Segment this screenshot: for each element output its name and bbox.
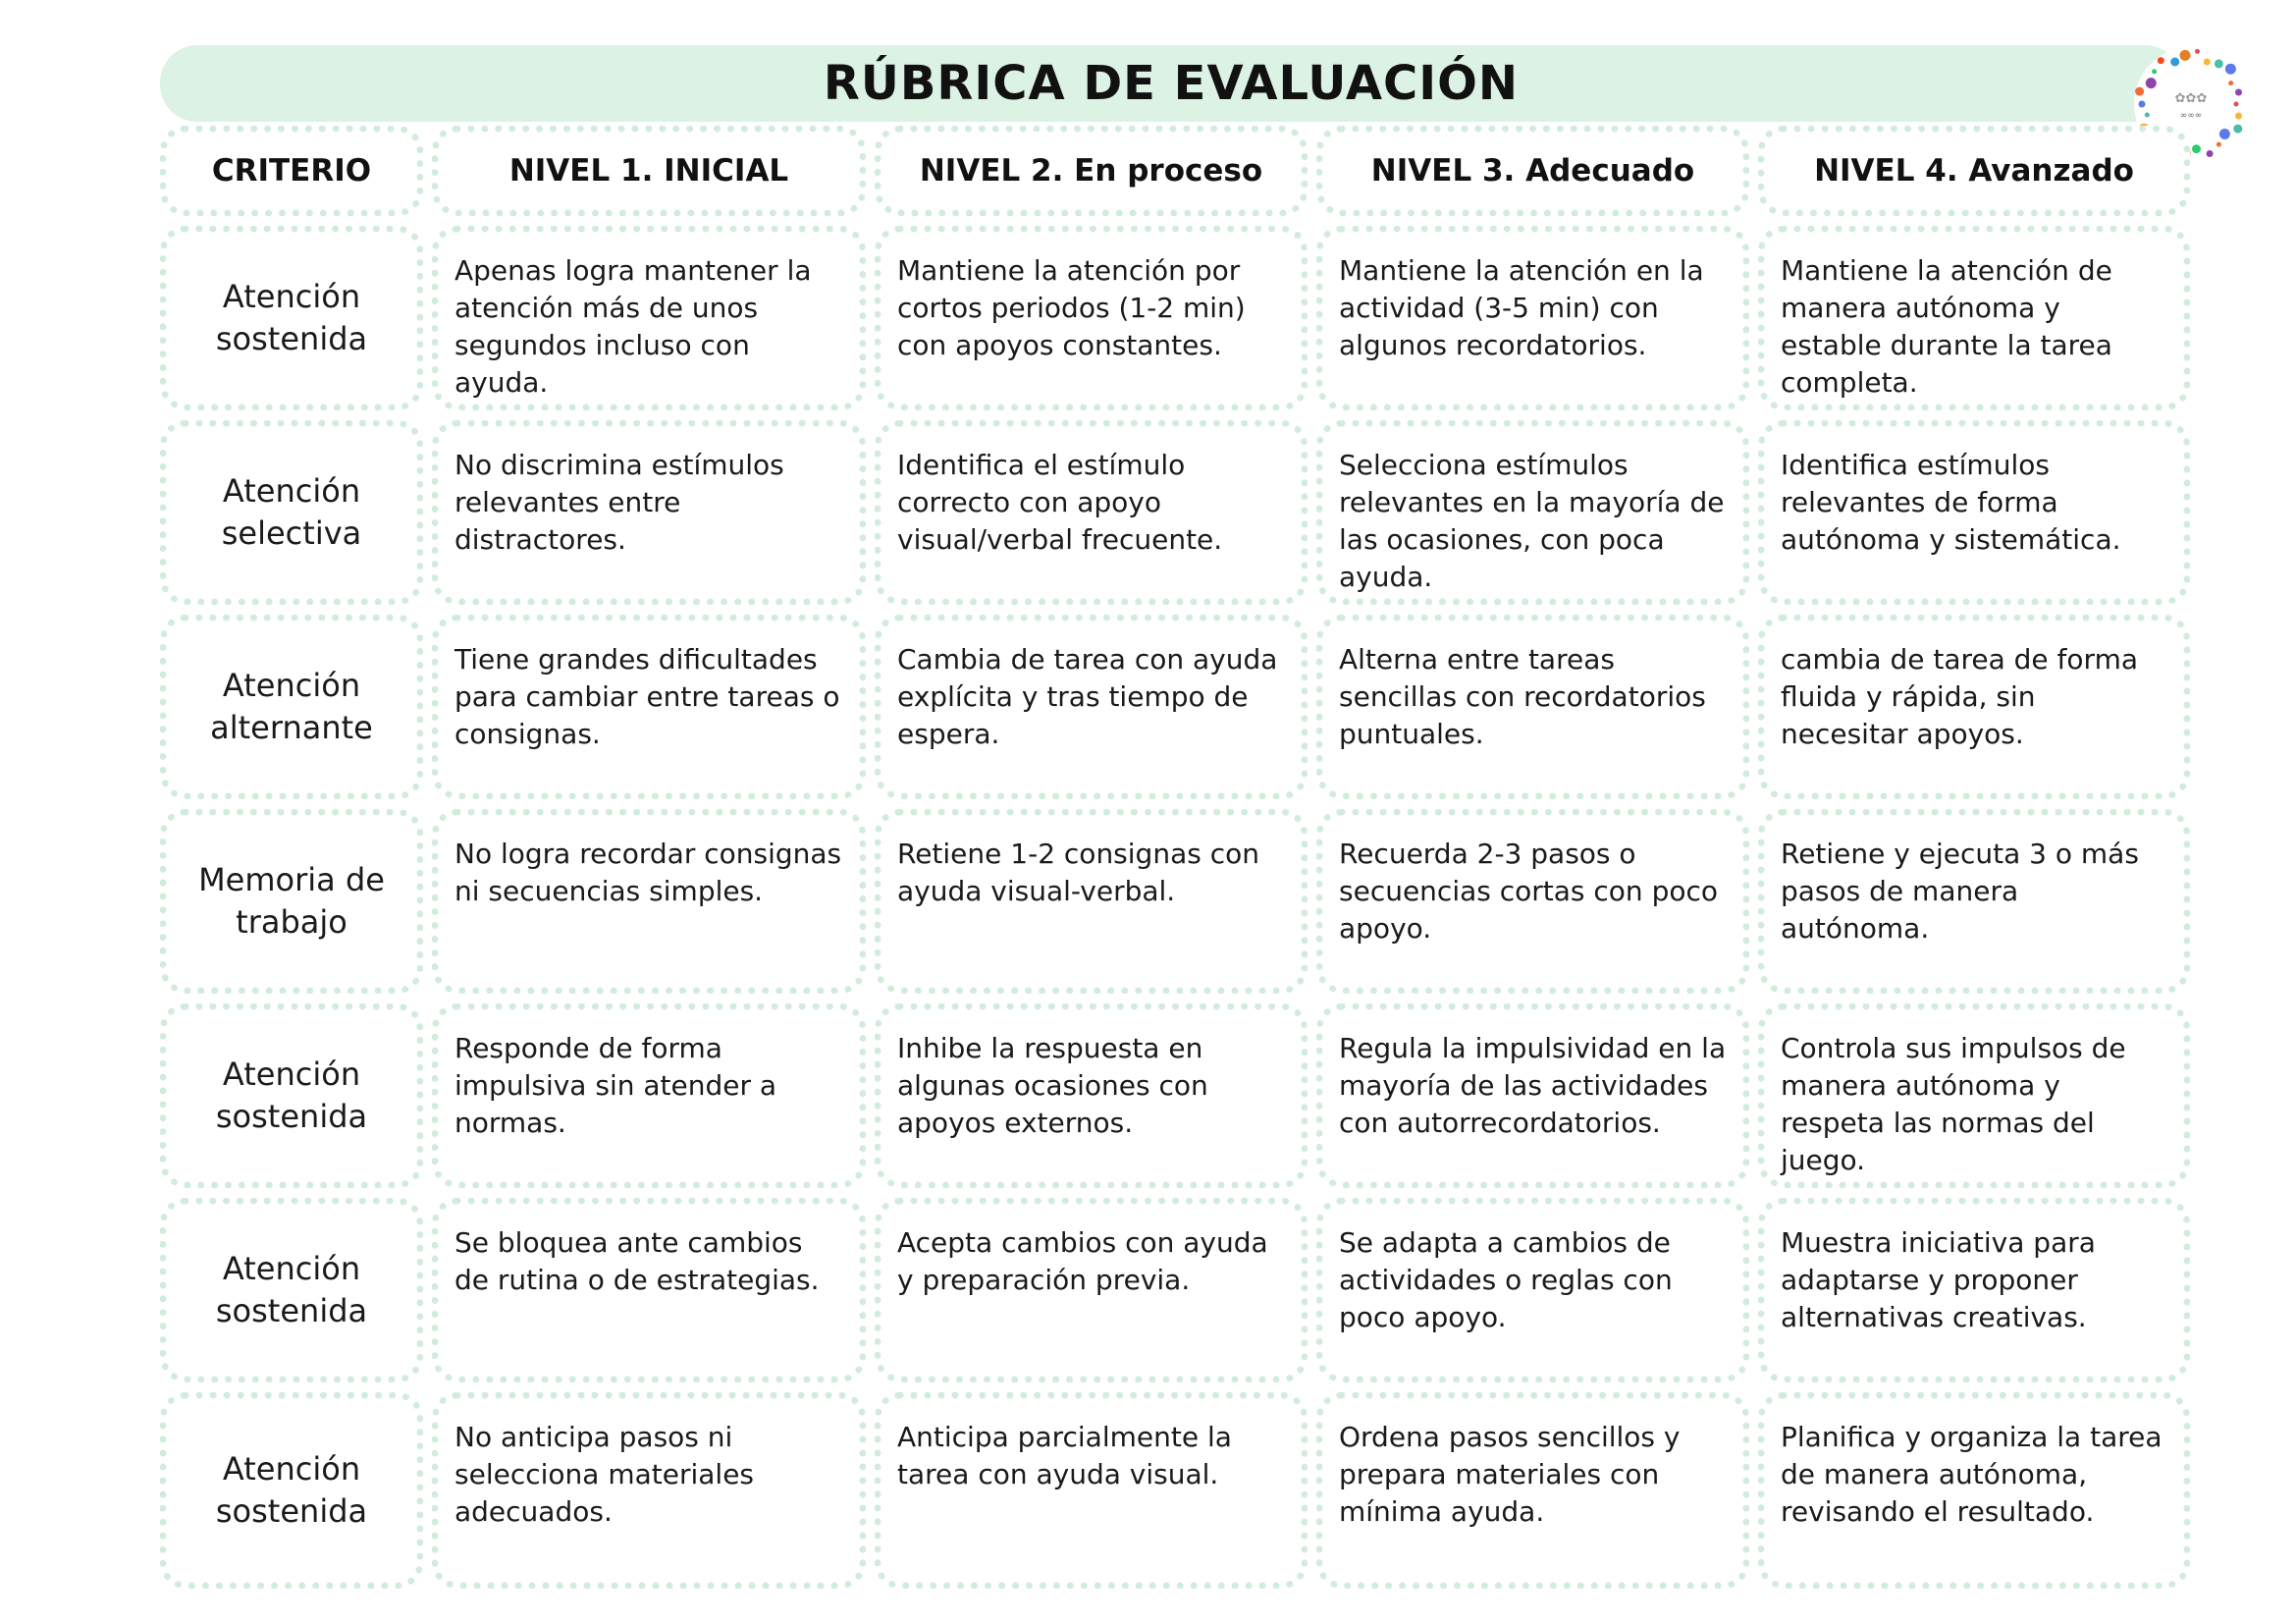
level-3-cell: Se adapta a cambios de actividades o reglas con poco apoyo. xyxy=(1316,1198,1749,1382)
criterio-cell: Atención selectiva xyxy=(160,420,423,605)
logo-dot xyxy=(2235,89,2242,96)
title-bar xyxy=(160,45,2182,122)
logo-dot xyxy=(2215,59,2223,68)
header-nivel-4: NIVEL 4. Avanzado xyxy=(1758,126,2190,216)
logo-dot xyxy=(2135,87,2144,96)
criterio-cell: Memoria de trabajo xyxy=(160,809,423,994)
level-1-cell: No anticipa pasos ni selecciona materiales adecuados. xyxy=(432,1392,866,1589)
level-1-cell: No logra recordar consignas ni secuencias simples. xyxy=(432,809,866,994)
logo-dot xyxy=(2216,142,2221,147)
level-2-cell: Acepta cambios con ayuda y preparación previa. xyxy=(875,1198,1308,1382)
logo-dot xyxy=(2228,81,2233,85)
level-4-cell: Retiene y ejecuta 3 o más pasos de manera autónoma. xyxy=(1758,809,2190,994)
level-4-cell: Muestra iniciativa para adaptarse y proponer alternativas creativas. xyxy=(1758,1198,2190,1382)
header-criterio: CRITERIO xyxy=(160,126,423,216)
page-title: RÚBRICA DE EVALUACIÓN xyxy=(823,56,1520,111)
level-3-cell: Mantiene la atención en la actividad (3-5 min) con algunos recordatorios. xyxy=(1316,226,1749,410)
level-4-cell: Mantiene la atención de manera autónoma y estable durante la tarea completa. xyxy=(1758,226,2190,410)
logo-dot xyxy=(2204,59,2211,66)
level-2-cell: Retiene 1-2 consignas con ayuda visual-verbal. xyxy=(875,809,1308,994)
logo-dot xyxy=(2207,150,2214,157)
logo-dot xyxy=(2146,78,2157,88)
logo-dot xyxy=(2219,129,2230,139)
level-2-cell: Anticipa parcialmente la tarea con ayuda visual. xyxy=(875,1392,1308,1589)
header-nivel-3: NIVEL 3. Adecuado xyxy=(1316,126,1749,216)
level-1-cell: No discrimina estímulos relevantes entre distractores. xyxy=(432,420,866,605)
criterio-cell: Atención sostenida xyxy=(160,1198,423,1382)
level-3-cell: Alterna entre tareas sencillas con recordatorios puntuales. xyxy=(1316,615,1749,799)
logo-dot xyxy=(2139,101,2146,108)
logo-dot xyxy=(2234,102,2239,107)
level-4-cell: cambia de tarea de forma fluida y rápida, sin necesitar apoyos. xyxy=(1758,615,2190,799)
level-4-cell: Controla sus impulsos de manera autónoma y respeta las normas del juego. xyxy=(1758,1003,2190,1188)
level-1-cell: Tiene grandes dificultades para cambiar entre tareas o consignas. xyxy=(432,615,866,799)
criterio-cell: Atención sostenida xyxy=(160,1003,423,1188)
level-2-cell: Inhibe la respuesta en algunas ocasiones con apoyos externos. xyxy=(875,1003,1308,1188)
logo-dot xyxy=(2180,50,2191,61)
level-3-cell: Ordena pasos sencillos y prepara materiales con mínima ayuda. xyxy=(1316,1392,1749,1589)
header-nivel-1: NIVEL 1. INICIAL xyxy=(432,126,866,216)
logo-dot xyxy=(2225,64,2236,75)
logo-dot xyxy=(2158,57,2164,64)
level-2-cell: Cambia de tarea con ayuda explícita y tras tiempo de espera. xyxy=(875,615,1308,799)
level-2-cell: Mantiene la atención por cortos periodos (1-2 min) con apoyos constantes. xyxy=(875,226,1308,410)
level-3-cell: Recuerda 2-3 pasos o secuencias cortas con poco apoyo. xyxy=(1316,809,1749,994)
criterio-cell: Atención sostenida xyxy=(160,1392,423,1589)
level-1-cell: Apenas logra mantener la atención más de unos segundos incluso con ayuda. xyxy=(432,226,866,410)
level-1-cell: Responde de forma impulsiva sin atender a normas. xyxy=(432,1003,866,1188)
logo-dot xyxy=(2235,113,2242,120)
rubric-table xyxy=(160,126,2190,1589)
level-4-cell: Planifica y organiza la tarea de manera autónoma, revisando el resultado. xyxy=(1758,1392,2190,1589)
criterio-cell: Atención sostenida xyxy=(160,226,423,410)
svg-text:∞∞∞: ∞∞∞ xyxy=(2179,111,2203,121)
svg-text:✿✿✿: ✿✿✿ xyxy=(2174,91,2208,106)
level-3-cell: Regula la impulsividad en la mayoría de las actividades con autorrecordatorios. xyxy=(1316,1003,1749,1188)
level-4-cell: Identifica estímulos relevantes de forma autónoma y sistemática. xyxy=(1758,420,2190,605)
level-3-cell: Selecciona estímulos relevantes en la mayoría de las ocasiones, con poca ayuda. xyxy=(1316,420,1749,605)
logo-dot xyxy=(2195,49,2200,54)
level-1-cell: Se bloquea ante cambios de rutina o de estrategias. xyxy=(432,1198,866,1382)
level-2-cell: Identifica el estímulo correcto con apoyo visual/verbal frecuente. xyxy=(875,420,1308,605)
logo-dot xyxy=(2152,69,2157,74)
logo-dot xyxy=(2145,113,2150,118)
logo-dot xyxy=(2170,58,2179,67)
header-nivel-2: NIVEL 2. En proceso xyxy=(875,126,1308,216)
logo-dot xyxy=(2233,125,2242,134)
logo-dot xyxy=(2192,144,2201,153)
criterio-cell: Atención alternante xyxy=(160,615,423,799)
